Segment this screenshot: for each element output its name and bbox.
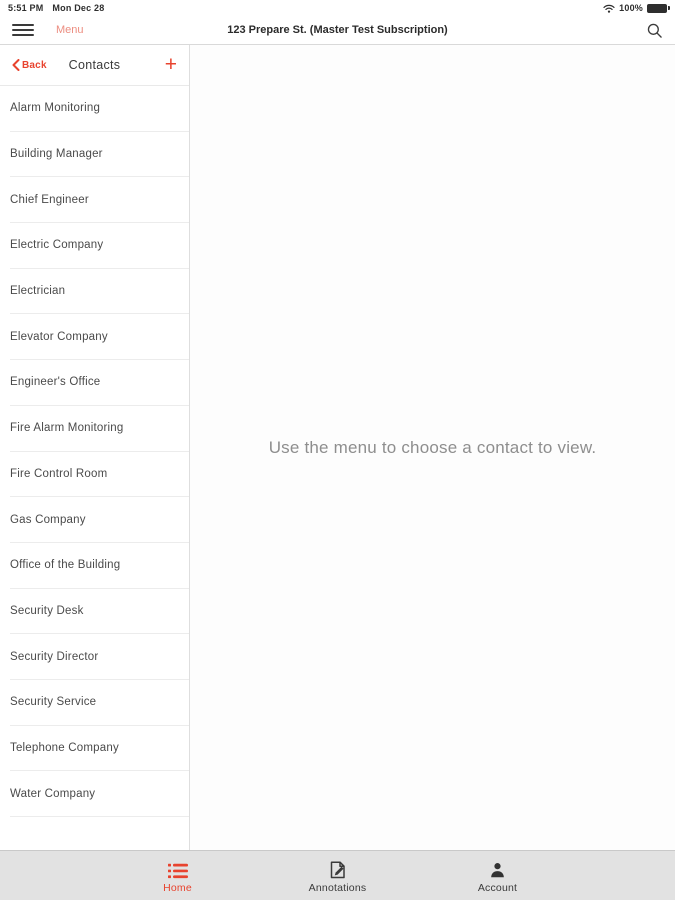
chevron-left-icon	[12, 59, 20, 71]
back-button[interactable]	[12, 59, 47, 71]
status-time: 5:51 PM	[8, 3, 44, 13]
contact-list-item[interactable]: Security Desk	[10, 589, 189, 635]
page-title: 123 Prepare St. (Master Test Subscription)	[227, 24, 448, 36]
contact-list-item[interactable]: Office of the Building	[10, 543, 189, 589]
status-bar-left	[8, 3, 104, 13]
sidebar-header	[0, 45, 189, 86]
contact-list-item[interactable]: Security Director	[10, 634, 189, 680]
empty-state-message: Use the menu to choose a contact to view.	[268, 437, 597, 457]
contact-list-item[interactable]: Alarm Monitoring	[10, 86, 189, 132]
contact-list-item[interactable]: Building Manager	[10, 132, 189, 178]
contact-list-item[interactable]: Chief Engineer	[10, 177, 189, 223]
search-icon	[646, 22, 663, 39]
contact-list-item[interactable]: Gas Company	[10, 497, 189, 543]
contact-list-item[interactable]: Security Service	[10, 680, 189, 726]
content-area	[0, 45, 675, 850]
contact-list-item[interactable]: Elevator Company	[10, 314, 189, 360]
hamburger-menu-icon[interactable]	[12, 24, 34, 37]
nav-bar	[0, 16, 675, 45]
status-bar-right	[603, 3, 667, 13]
status-date: Mon Dec 28	[52, 3, 105, 13]
contacts-sidebar	[0, 45, 190, 850]
tab-account-label: Account	[477, 881, 518, 894]
tab-home[interactable]	[124, 851, 232, 900]
contact-list	[0, 86, 189, 850]
account-person-icon	[489, 860, 506, 879]
bottom-tab-bar	[0, 850, 675, 900]
status-bar	[0, 0, 675, 16]
annotations-note-icon	[328, 860, 347, 879]
wifi-icon	[603, 4, 615, 13]
contact-list-item[interactable]: Fire Control Room	[10, 452, 189, 498]
tab-annotations[interactable]	[284, 851, 392, 900]
battery-icon	[647, 4, 667, 13]
contact-list-item[interactable]: Engineer's Office	[10, 360, 189, 406]
home-list-icon	[168, 860, 188, 879]
battery-percent: 100%	[619, 3, 643, 13]
detail-pane	[190, 45, 675, 850]
tab-home-label: Home	[163, 881, 192, 894]
tab-account[interactable]	[444, 851, 552, 900]
add-contact-button[interactable]: +	[164, 52, 177, 76]
contact-list-item[interactable]: Water Company	[10, 771, 189, 817]
sidebar-title: Contacts	[68, 58, 121, 72]
back-label: Back	[22, 59, 47, 71]
contact-list-item[interactable]: Fire Alarm Monitoring	[10, 406, 189, 452]
menu-button[interactable]: Menu	[56, 24, 84, 36]
search-button[interactable]	[646, 22, 663, 39]
tab-annotations-label: Annotations	[308, 881, 367, 894]
contact-list-item[interactable]: Electrician	[10, 269, 189, 315]
contact-list-item[interactable]: Telephone Company	[10, 726, 189, 772]
contact-list-item[interactable]: Electric Company	[10, 223, 189, 269]
